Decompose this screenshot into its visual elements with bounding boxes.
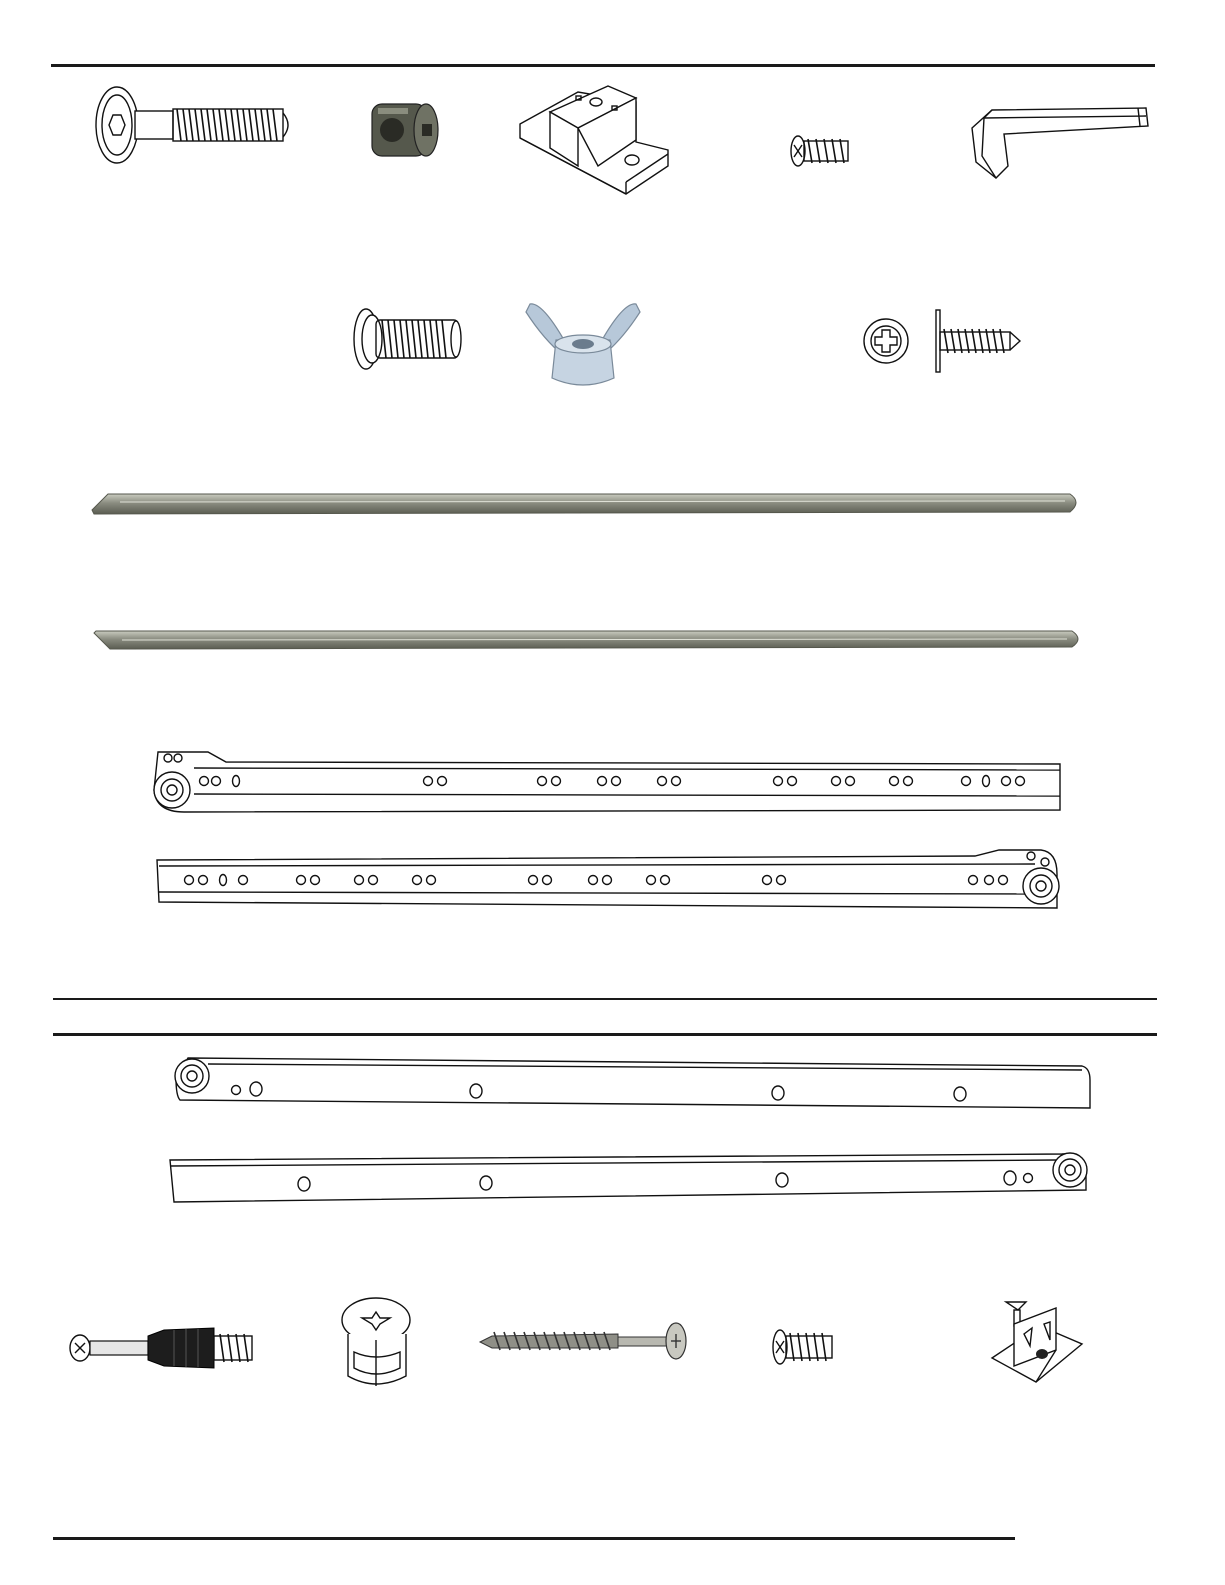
barrel-nut-icon — [362, 96, 442, 164]
small-screw-icon — [772, 1327, 838, 1367]
wing-nut-icon — [524, 300, 642, 390]
hex-key-icon — [968, 104, 1158, 184]
small-screw-icon — [790, 133, 854, 169]
steel-rod-icon — [90, 490, 1086, 516]
section-divider-thin — [53, 998, 1157, 1000]
section-divider-thick — [53, 1033, 1157, 1036]
drawer-runner-left-icon — [172, 1056, 1098, 1116]
mounting-bracket-icon — [518, 82, 678, 202]
top-rule — [51, 64, 1155, 67]
joint-connector-bolt-icon — [95, 85, 295, 165]
cam-dowel-bolt-icon — [68, 1324, 260, 1372]
wafer-head-screw-icon — [862, 308, 1022, 374]
corner-clip-icon — [990, 1294, 1086, 1392]
drawer-slide-left-icon — [150, 750, 1072, 820]
drawer-runner-right-icon — [166, 1150, 1096, 1208]
long-screw-icon — [478, 1320, 690, 1360]
steel-rod-icon — [92, 627, 1088, 653]
truss-head-bolt-icon — [352, 306, 466, 372]
drawer-slide-right-icon — [155, 850, 1067, 914]
bottom-rule — [53, 1537, 1015, 1540]
cam-lock-icon — [336, 1296, 416, 1392]
